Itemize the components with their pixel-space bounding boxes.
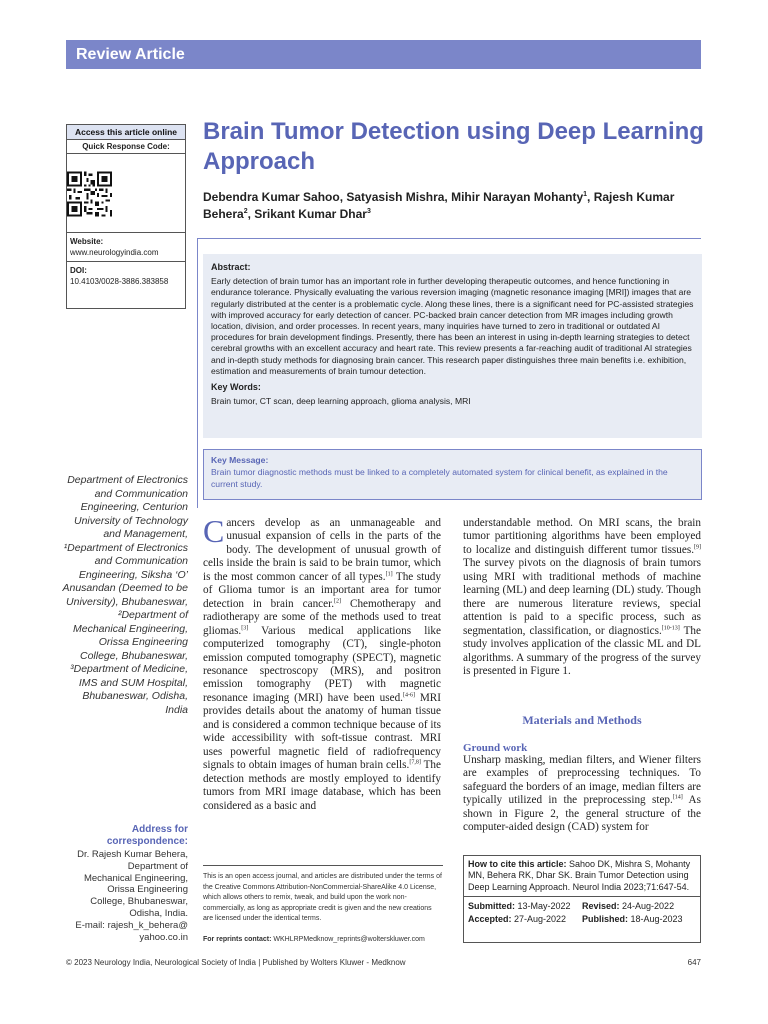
author-affiliation-mark: 1 xyxy=(583,191,588,198)
revised-label: Revised: xyxy=(582,901,620,912)
citation-label: How to cite this article: xyxy=(468,859,567,869)
abstract-box xyxy=(203,254,702,438)
author-affiliation-mark: 3 xyxy=(366,208,371,215)
header-divider xyxy=(197,238,701,239)
subsection-heading: Ground work xyxy=(463,742,528,754)
citation-ref[interactable]: [4-6] xyxy=(402,692,415,699)
website-link[interactable]: www.neurologyindia.com xyxy=(70,248,159,257)
dates-grid xyxy=(468,900,696,925)
license-divider xyxy=(203,865,443,866)
citation-text xyxy=(468,859,696,893)
drop-cap: C xyxy=(203,513,225,549)
qr-code-icon[interactable] xyxy=(67,166,112,222)
body-text: Chemotherapy and radiotherapy are some of the methods used to treat gliomas. xyxy=(203,597,441,637)
reprints-contact xyxy=(203,936,443,943)
body-column-2-continued xyxy=(463,754,701,835)
body-text: As shown in Figure 2, the general structure of the computer-aided design (CAD) system for xyxy=(463,794,701,834)
article-type-banner: Review Article xyxy=(66,40,701,69)
key-message-text: Brain tumor diagnostic methods must be linked to a completely automated system for clinical benefit, as explained in the current study. xyxy=(211,467,668,489)
author-name: , Srikant Kumar Dhar xyxy=(247,207,367,221)
section-heading: Materials and Methods xyxy=(522,713,642,727)
author-list xyxy=(203,189,723,223)
correspondence-email-line[interactable]: yahoo.co.in xyxy=(139,931,188,943)
citation-ref[interactable]: [1] xyxy=(385,571,393,578)
abstract-heading: Abstract: xyxy=(211,262,251,272)
abstract-text: Early detection of brain tumor has an important role in further developing therapeutic outcomes, and hence functioning in endurance tolerance. Physically evaluating the various reversion imaging (magnetic resonance imaging [MRI]) images that are regularly distributed at the center is a problematic cycle. Along these lines, there is a significant need for PC-assisted strategies with improved accuracy for early detection of cancer. PC-backed brain cancer detection from MR images including growth location, division, and order processes. In recent years, many inquiries have turned to zero in traditional or outdated AI procedures for brain development findings. Presently, there has been an interest in using in-depth learning strategies to detect cerebral growths with an excellent accuracy and heart rate. This review presents a far-reaching audit of traditional AI strategies and in-depth study methods for diagnosing brain cancer. This research paper distinguishes three main benefits i.e. exhibition, estimation and measurements of brain tumour detection. xyxy=(211,276,694,376)
citation-ref[interactable]: [10-13] xyxy=(661,624,680,631)
qr-label: Quick Response Code: xyxy=(67,140,185,154)
citation-ref[interactable]: [14] xyxy=(672,794,683,801)
body-text: Various medical applications like computerized tomography (CT), single-photon emission computed tomography (SPECT), magnetic resonance spectroscopy (MRS), and positron emission tomography (PET) with magnetic resonance imaging (MRI) have been used. xyxy=(203,624,441,704)
key-message-box xyxy=(203,449,702,500)
author-name: Debendra Kumar Sahoo, xyxy=(203,190,347,204)
page-number: 647 xyxy=(687,958,701,967)
revised-value: 24-Aug-2022 xyxy=(619,901,675,912)
correspondence-address xyxy=(62,849,188,943)
body-column-2 xyxy=(463,517,701,678)
correspondence-line: Mechanical Engineering, xyxy=(83,872,188,884)
body-column-1 xyxy=(203,513,441,813)
citation-ref[interactable]: [9] xyxy=(694,544,701,551)
correspondence-line: Orissa Engineering xyxy=(107,884,188,896)
citation-divider xyxy=(464,896,700,897)
license-notice: This is an open access journal, and articles are distributed under the terms of the Creative Commons Attribution-NonCommercial-ShareAlike 4.0 License, which allows others to remix, tweak, and build upon the work non-commercially, as long as appropriate credit is given and the new creations are licensed under the identical terms. xyxy=(203,873,442,922)
website-label: Website: xyxy=(70,237,104,246)
author-name: , Rajesh Kumar Behera xyxy=(203,190,675,221)
body-text: The study of Glioma tumor is an important area for tumor detection in brain cancer. xyxy=(203,570,441,610)
correspondence-line: Odisha, India. xyxy=(129,907,188,919)
author-affiliation-mark: 2 xyxy=(243,208,248,215)
correspondence-email-line[interactable]: E-mail: rajesh_k_behera@ xyxy=(75,919,188,931)
citation-ref[interactable]: [7,8] xyxy=(409,759,421,766)
accepted-value: 27-Aug-2022 xyxy=(511,913,567,924)
correspondence-heading: Address for correspondence: xyxy=(106,824,188,847)
citation-ref[interactable]: [3] xyxy=(241,624,249,631)
published-value: 18-Aug-2023 xyxy=(628,913,683,924)
author-name: Satyasish Mishra, xyxy=(346,190,452,204)
access-title: Access this article online xyxy=(67,125,185,140)
submitted-label: Submitted: xyxy=(468,901,515,912)
correspondence-line: Dr. Rajesh Kumar Behera, xyxy=(77,849,188,860)
doi-label: DOI: xyxy=(70,266,87,275)
citation-box xyxy=(463,855,701,943)
citation-reference: Sahoo DK, Mishra S, Mohanty MN, Behera RK, Dhar SK. Brain Tumor Detection using Deep Learning Approach. Neurol India 2023;71:647-54. xyxy=(468,859,691,892)
body-text: The study involves application of the classic ML and DL algorithms. A summary of the progress of the survey is presented in Figure 1. xyxy=(463,624,701,677)
submitted-value: 13-May-2022 xyxy=(515,901,571,912)
body-text: The detection methods are mostly employed to identify tumors from MRI image database, which has been considered as a basic and xyxy=(203,759,441,812)
submitted-date xyxy=(468,900,582,913)
keywords-text: Brain tumor, CT scan, deep learning approach, glioma analysis, MRI xyxy=(211,396,471,407)
body-text: ancers develop as an unmanageable and unusual expansion of cells in the parts of the body. The development of unusual growth of cells inside the brain is said to be brain tumor, which is the most common cancer of all types. xyxy=(203,517,441,583)
access-article-box xyxy=(66,124,186,309)
article-title: Brain Tumor Detection using Deep Learning Approach xyxy=(203,118,704,175)
revised-date xyxy=(582,900,696,913)
accepted-label: Accepted: xyxy=(468,913,512,924)
correspondence-line: Department of xyxy=(127,860,188,872)
column-divider xyxy=(197,238,198,508)
website-row xyxy=(67,232,185,261)
citation-ref[interactable]: [2] xyxy=(334,597,341,604)
page-footer xyxy=(66,958,701,967)
body-text: The survey pivots on the diagnosis of brain tumors using MRI with traditional methods of machine learning (ML) and deep learning (DL) study. Though there are numerous literature reviews, special attention is paid to a specific process, such as segmentation, classification, or diagnostics. xyxy=(463,557,701,637)
doi-row xyxy=(67,261,185,290)
affiliations: Department of Electronics and Communication Engineering, Centurion University of Technology and Management, ¹Department of Electronics and Communication Engineering, Siksha ‘O’ Anusandan (Deemed to be University), Bhubaneswar, ²Department of Mechanical Engineering, Orissa Engineering College, Bhubaneswar, ³Department of Medicine, IMS and SUM Hospital, Bhubaneswar, Odisha, India xyxy=(62,474,188,716)
body-text: understandable method. On MRI scans, the brain tumor partitioning algorithms have been employed to localize and distinguish different tumor tissues. xyxy=(463,517,701,556)
key-message-heading: Key Message: xyxy=(211,455,269,465)
reprints-email[interactable]: WKHLRPMedknow_reprints@wolterskluwer.com xyxy=(271,936,425,943)
accepted-date xyxy=(468,913,582,926)
published-date xyxy=(582,913,696,926)
published-label: Published: xyxy=(582,913,629,924)
author-name: Mihir Narayan Mohanty xyxy=(451,190,584,204)
body-text: Unsharp masking, median filters, and Wiener filters are examples of preprocessing techniques. To safeguard the borders of an image, median filters are typically utilized in the preprocessing step. xyxy=(463,754,701,807)
correspondence-line: College, Bhubaneswar, xyxy=(90,896,188,908)
body-text: MRI provides details about the anatomy of human tissue and is considered a common technique because of its wide accessibility with soft-tissue contrast. MRI uses powerful magnetic field of radiofrequency signals to obtain images of human brain cells. xyxy=(203,691,441,772)
keywords-heading: Key Words: xyxy=(211,382,261,393)
doi-link[interactable]: 10.4103/0028-3886.383858 xyxy=(70,277,169,286)
footer-copyright: © 2023 Neurology India, Neurological Society of India | Published by Wolters Kluwer - Medknow xyxy=(66,958,406,967)
reprints-label: For reprints contact: xyxy=(203,936,272,943)
